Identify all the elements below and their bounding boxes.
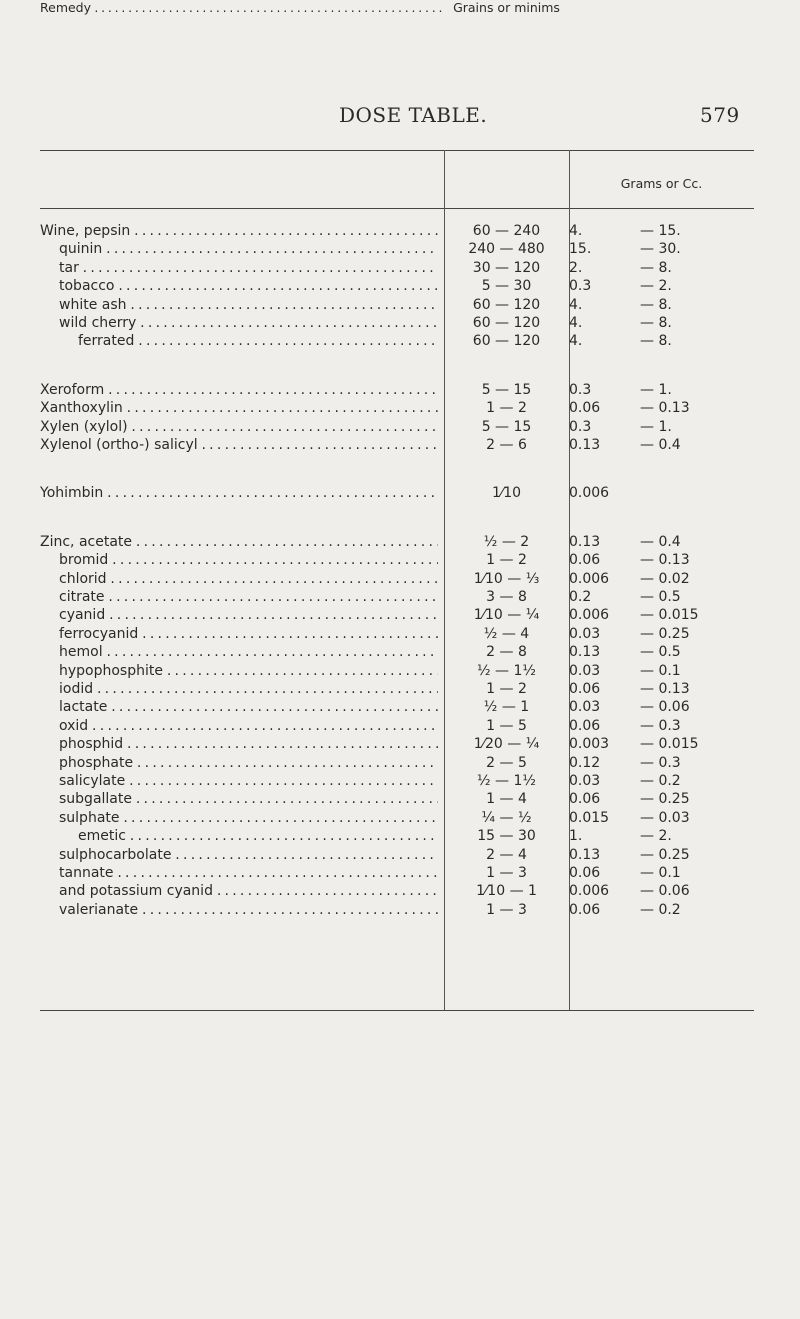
remedy-name: quinin . . . xyxy=(59,240,438,258)
remedy-name: ferrated . . . xyxy=(78,332,438,350)
table-row xyxy=(40,296,754,314)
grams-dose-min: 0.12 xyxy=(569,754,601,771)
grams-dose-min: 0.03 xyxy=(569,625,601,642)
grams-dose-min: 0.3 xyxy=(569,418,592,435)
remedy-name: lactate . . . xyxy=(59,698,438,716)
grams-dose-min: 4. xyxy=(569,296,583,313)
grams-dose-max: — 0.3 xyxy=(640,717,681,734)
page-number: 579 xyxy=(700,103,740,127)
remedy-name: chlorid . . . xyxy=(59,570,438,588)
grams-dose-min: 0.06 xyxy=(569,400,601,417)
grams-dose-min: 0.13 xyxy=(569,437,601,453)
table-row xyxy=(40,735,754,753)
table-row xyxy=(40,418,754,436)
grams-dose-min: 0.06 xyxy=(569,681,601,697)
grams-dose-max: — 0.13 xyxy=(640,552,690,569)
grains-dose: 1 — 3 xyxy=(486,901,527,918)
grams-dose-min: 0.3 xyxy=(569,278,592,295)
grams-dose-min: 0.03 xyxy=(569,773,601,789)
grams-dose-max: — 0.02 xyxy=(640,570,690,587)
grains-dose: 1⁄10 xyxy=(491,485,522,502)
grams-dose-max: — 0.25 xyxy=(640,625,690,642)
grams-dose-max: — 1. xyxy=(640,381,672,398)
grams-dose-min: 0.015 xyxy=(569,809,610,826)
grains-dose: 60 — 240 xyxy=(472,223,541,239)
remedy-name: Xylenol (ortho-) salicyl . . . xyxy=(40,436,438,454)
grams-dose-min: 0.3 xyxy=(569,381,592,398)
grams-dose-min: 1. xyxy=(569,828,583,845)
grains-dose: 2 — 5 xyxy=(486,754,527,771)
table-row xyxy=(40,332,754,350)
remedy-name: salicylate . . . xyxy=(59,772,438,790)
grains-dose: 5 — 15 xyxy=(481,381,532,398)
grams-dose-max: — 0.25 xyxy=(640,791,690,808)
remedy-name: hemol . . . xyxy=(59,643,438,661)
grams-dose-max: — 0.06 xyxy=(640,883,690,900)
table-row xyxy=(40,809,754,827)
grams-dose-max: — 2. xyxy=(640,828,672,845)
remedy-name: tar . . . xyxy=(59,259,438,277)
grains-dose: 2 — 4 xyxy=(486,846,527,863)
grams-dose-max: — 0.06 xyxy=(640,699,690,716)
grams-dose-min: 0.13 xyxy=(569,846,601,863)
table-row xyxy=(40,882,754,900)
grams-dose-max: — 0.13 xyxy=(640,400,690,417)
grams-dose-min: 4. xyxy=(569,333,583,350)
grams-dose-min: 0.06 xyxy=(569,901,601,918)
table-row xyxy=(40,277,754,295)
grams-dose-min: 4. xyxy=(569,315,583,331)
table-row xyxy=(40,436,754,454)
grains-dose: 1⁄10 — 1 xyxy=(476,883,537,900)
grains-dose: ½ — 4 xyxy=(483,625,530,642)
grams-dose-max: — 0.2 xyxy=(640,901,681,918)
remedy-name: phosphid . . . xyxy=(59,735,438,753)
grains-dose: 1 — 4 xyxy=(486,791,527,808)
table-row xyxy=(40,698,754,716)
grains-dose: ½ — 1½ xyxy=(477,773,536,789)
grams-dose-max: — 0.015 xyxy=(640,736,699,753)
grams-dose-min: 0.03 xyxy=(569,662,601,679)
grains-dose: 30 — 120 xyxy=(472,259,541,276)
grams-dose-min: 0.2 xyxy=(569,589,592,605)
remedy-name: tannate . . . xyxy=(59,864,438,882)
grains-dose: 240 — 480 xyxy=(468,241,545,258)
grains-dose: 5 — 15 xyxy=(481,418,532,435)
grains-dose: 15 — 30 xyxy=(477,828,536,845)
remedy-name: emetic . . . xyxy=(78,827,438,845)
remedy-name: white ash . . . xyxy=(59,296,438,314)
table-row xyxy=(40,222,754,240)
grains-dose: 1 — 2 xyxy=(486,400,527,417)
remedy-name: oxid . . . xyxy=(59,717,438,735)
grams-dose-max: — 0.03 xyxy=(640,809,690,826)
grains-dose: 1 — 2 xyxy=(486,681,527,697)
grams-dose-min: 0.13 xyxy=(569,644,601,661)
grams-dose-max: — 0.3 xyxy=(640,754,681,771)
grams-dose-min: 0.006 xyxy=(569,607,610,624)
table-row xyxy=(40,484,754,502)
grains-dose: 3 — 8 xyxy=(486,589,527,605)
grains-dose: ¼ — ½ xyxy=(481,809,532,826)
grams-dose-max: — 0.2 xyxy=(640,773,681,789)
table-row xyxy=(40,772,754,790)
grams-dose-max: — 8. xyxy=(640,259,672,276)
grams-dose-min: 0.06 xyxy=(569,717,601,734)
remedy-name: valerianate . . . xyxy=(59,901,438,919)
grams-dose-min: 4. xyxy=(569,223,583,239)
grams-dose-max: — 0.5 xyxy=(640,644,681,661)
remedy-name: subgallate . . . xyxy=(59,790,438,808)
table-row xyxy=(40,259,754,277)
remedy-name: cyanid . . . xyxy=(59,606,438,624)
grains-dose: 1 — 5 xyxy=(486,717,527,734)
grams-dose-min: 2. xyxy=(569,259,583,276)
grams-dose-max: — 1. xyxy=(640,418,672,435)
table-row xyxy=(40,533,754,551)
grams-dose-max: — 0.4 xyxy=(640,437,681,453)
grams-dose-max: — 0.015 xyxy=(640,607,699,624)
table-header-rule xyxy=(40,208,754,209)
grams-dose-min: 0.06 xyxy=(569,552,601,569)
table-row xyxy=(40,846,754,864)
remedy-name: hypophosphite . . . xyxy=(59,662,438,680)
table-row xyxy=(40,643,754,661)
table-row xyxy=(40,901,754,919)
column-header-remedy: Remedy . . . xyxy=(40,0,444,15)
grams-dose-max: — 0.25 xyxy=(640,846,690,863)
grains-dose: 2 — 8 xyxy=(486,644,527,661)
table-top-rule xyxy=(40,150,754,151)
remedy-name: Wine, pepsin . . . xyxy=(40,222,438,240)
remedy-name: phosphate . . . xyxy=(59,754,438,772)
remedy-name: Xeroform . . . xyxy=(40,381,438,399)
table-row xyxy=(40,864,754,882)
grams-dose-max: — 8. xyxy=(640,333,672,350)
grains-dose: 60 — 120 xyxy=(472,315,541,331)
table-bottom-rule xyxy=(40,1010,754,1011)
grams-dose-min: 0.006 xyxy=(569,570,610,587)
remedy-name: bromid . . . xyxy=(59,551,438,569)
remedy-name: ferrocyanid . . . xyxy=(59,625,438,643)
grams-dose-min: 0.06 xyxy=(569,865,601,881)
table-row xyxy=(40,314,754,332)
grams-dose-min: 15. xyxy=(569,241,592,258)
grains-dose: ½ — 1½ xyxy=(477,662,536,679)
grams-dose-max: — 0.1 xyxy=(640,662,681,679)
remedy-name: iodid . . . xyxy=(59,680,438,698)
remedy-name: sulphocarbolate . . . xyxy=(59,846,438,864)
remedy-name: and potassium cyanid . . . xyxy=(59,882,438,900)
table-row xyxy=(40,399,754,417)
remedy-name: Zinc, acetate . . . xyxy=(40,533,438,551)
grains-dose: 1⁄10 — ⅓ xyxy=(473,570,540,587)
grams-dose-min: 0.06 xyxy=(569,791,601,808)
grams-dose-min: 0.006 xyxy=(569,883,610,900)
remedy-name: tobacco . . . xyxy=(59,277,438,295)
column-header-grams: Grams or Cc. xyxy=(620,176,703,191)
table-row xyxy=(40,790,754,808)
table-row xyxy=(40,680,754,698)
table-row xyxy=(40,606,754,624)
remedy-name: Yohimbin . . . xyxy=(40,484,438,502)
grains-dose: 1⁄20 — ¼ xyxy=(473,736,540,753)
table-row xyxy=(40,717,754,735)
running-title: DOSE TABLE. xyxy=(339,103,488,127)
grams-dose-max: — 8. xyxy=(640,296,672,313)
column-header-grains: Grains or minims xyxy=(453,0,560,15)
remedy-name: citrate . . . xyxy=(59,588,438,606)
grains-dose: 60 — 120 xyxy=(472,333,541,350)
grams-dose-max: — 0.13 xyxy=(640,681,690,697)
grams-dose-min: 0.006 xyxy=(569,485,610,502)
grains-dose: 1 — 2 xyxy=(486,552,527,569)
table-row xyxy=(40,625,754,643)
table-row xyxy=(40,570,754,588)
grams-dose-max: — 0.1 xyxy=(640,865,681,881)
remedy-name: wild cherry . . . xyxy=(59,314,438,332)
running-head xyxy=(0,103,800,133)
grains-dose: 1 — 3 xyxy=(486,865,527,881)
table-row xyxy=(40,551,754,569)
grams-dose-min: 0.003 xyxy=(569,736,610,753)
grams-dose-min: 0.03 xyxy=(569,699,601,716)
remedy-name: sulphate . . . xyxy=(59,809,438,827)
remedy-name: Xanthoxylin . . . xyxy=(40,399,438,417)
grains-dose: ½ — 2 xyxy=(483,533,530,550)
grains-dose: 60 — 120 xyxy=(472,296,541,313)
table-row xyxy=(40,827,754,845)
grams-dose-max: — 30. xyxy=(640,241,681,258)
table-row xyxy=(40,662,754,680)
remedy-name: Xylen (xylol) . . . xyxy=(40,418,438,436)
grains-dose: 2 — 6 xyxy=(486,437,527,453)
grams-dose-min: 0.13 xyxy=(569,533,601,550)
table-row xyxy=(40,381,754,399)
grams-dose-max: — 2. xyxy=(640,278,672,295)
grains-dose: 5 — 30 xyxy=(481,278,532,295)
grams-dose-max: — 0.5 xyxy=(640,589,681,605)
grams-dose-max: — 0.4 xyxy=(640,533,681,550)
table-row xyxy=(40,754,754,772)
table-row xyxy=(40,588,754,606)
grams-dose-max: — 15. xyxy=(640,223,681,239)
grains-dose: 1⁄10 — ¼ xyxy=(473,607,540,624)
grams-dose-max: — 8. xyxy=(640,315,672,331)
grains-dose: ½ — 1 xyxy=(483,699,530,716)
table-row xyxy=(40,240,754,258)
